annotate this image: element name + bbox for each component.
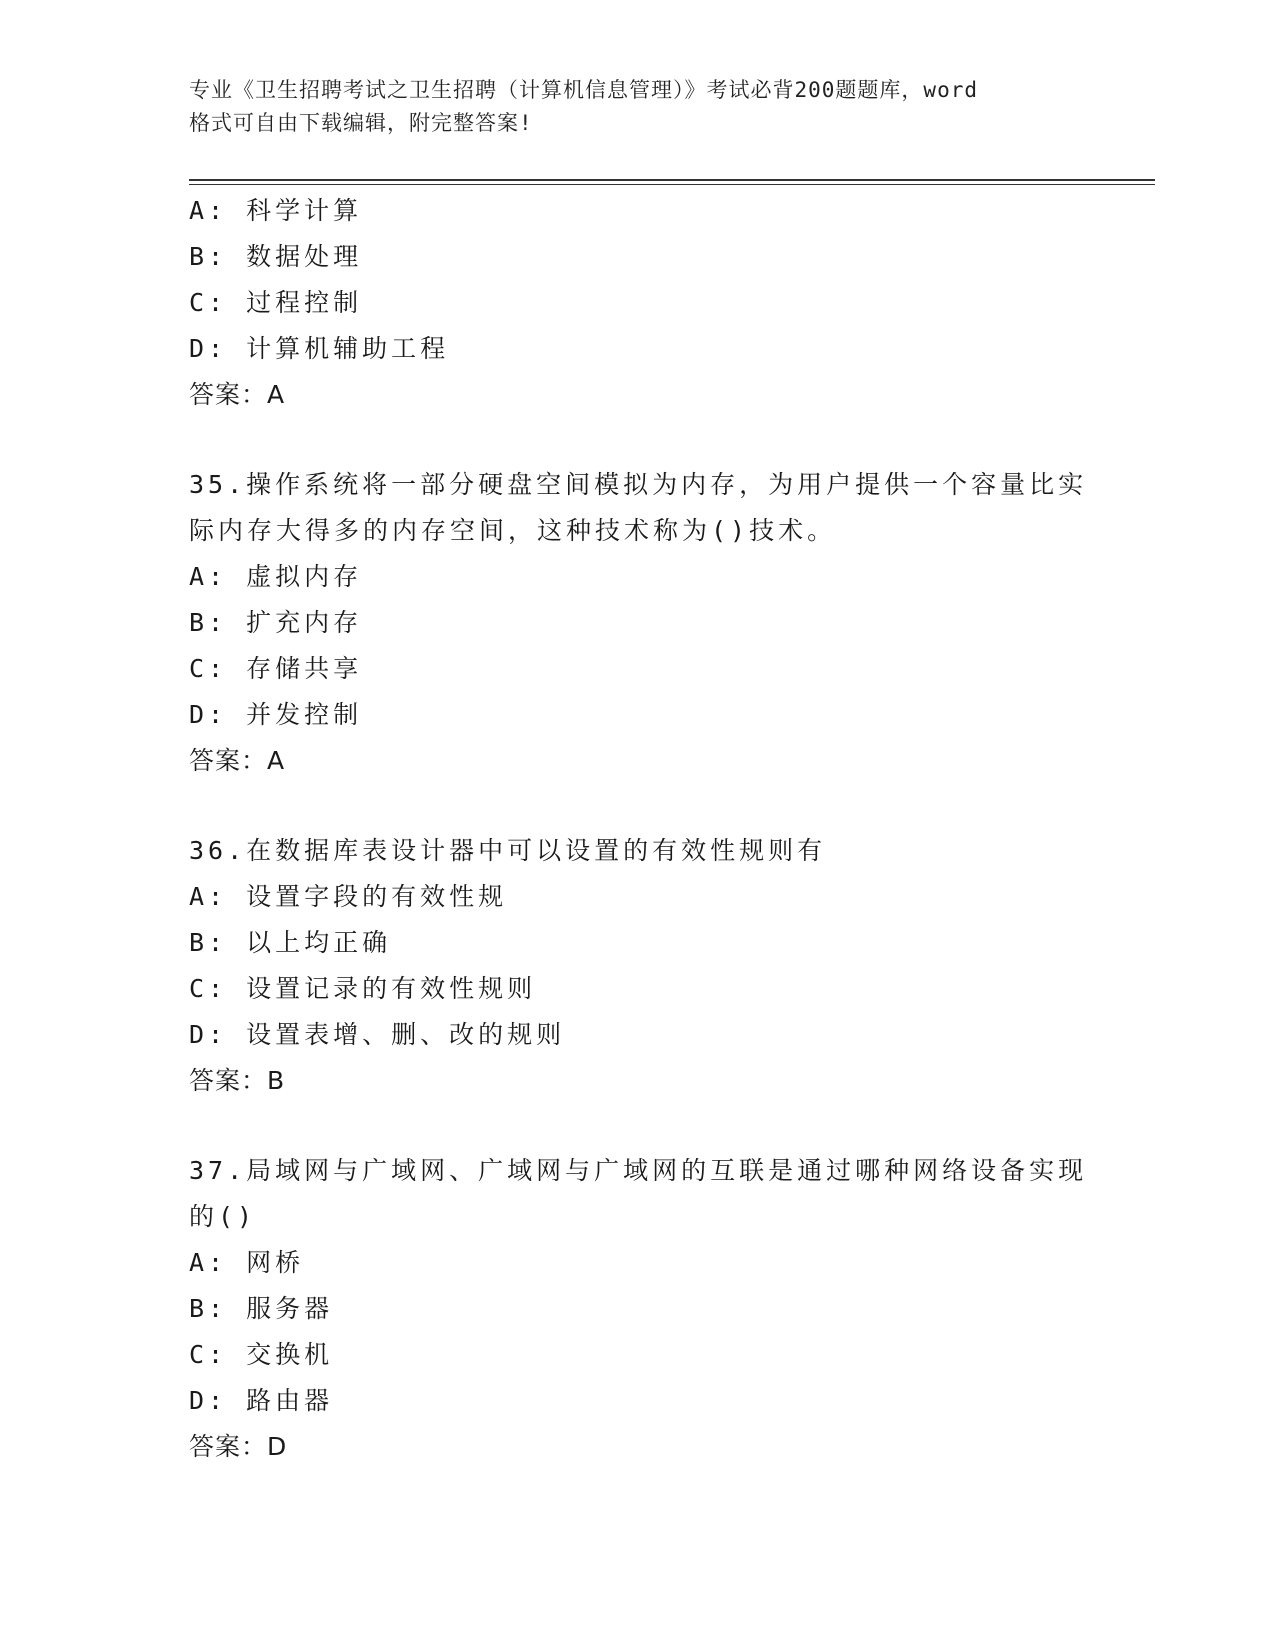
answer-label: 答案：A xyxy=(189,746,286,775)
option-d: D: 设置表增、删、改的规则 xyxy=(189,1020,566,1049)
question-34 xyxy=(189,188,1089,418)
option-c: C: 过程控制 xyxy=(189,288,363,317)
option-d: D: 计算机辅助工程 xyxy=(189,334,450,363)
question-stem-continued: 的() xyxy=(189,1202,257,1231)
option-d: D: 路由器 xyxy=(189,1386,334,1415)
question-stem: 35.操作系统将一部分硬盘空间模拟为内存，为用户提供一个容量比实 xyxy=(189,470,1088,499)
option-d: D: 并发控制 xyxy=(189,700,363,729)
option-a: A: 设置字段的有效性规 xyxy=(189,882,508,911)
question-37 xyxy=(189,1148,1089,1470)
header-divider xyxy=(189,179,1155,185)
option-b: B: 扩充内存 xyxy=(189,608,363,637)
question-spacer xyxy=(189,784,1089,828)
option-b: B: 服务器 xyxy=(189,1294,334,1323)
option-c: C: 设置记录的有效性规则 xyxy=(189,974,537,1003)
question-stem: 37.局域网与广域网、广域网与广域网的互联是通过哪种网络设备实现 xyxy=(189,1156,1088,1185)
answer-label: 答案：D xyxy=(189,1432,288,1461)
option-a: A: 网桥 xyxy=(189,1248,305,1277)
option-b: B: 以上均正确 xyxy=(189,928,392,957)
option-b: B: 数据处理 xyxy=(189,242,363,271)
option-c: C: 交换机 xyxy=(189,1340,334,1369)
option-c: C: 存储共享 xyxy=(189,654,363,683)
answer-label: 答案：B xyxy=(189,1066,286,1095)
header-title-line-1: 专业《卫生招聘考试之卫生招聘（计算机信息管理）》考试必背200题题库，word xyxy=(189,78,978,102)
question-36 xyxy=(189,828,1089,1104)
question-stem-continued: 际内存大得多的内存空间，这种技术称为()技术。 xyxy=(189,516,837,545)
header-title-line-2: 格式可自由下载编辑，附完整答案! xyxy=(189,111,533,135)
question-spacer xyxy=(189,418,1089,462)
question-35 xyxy=(189,462,1089,784)
question-spacer xyxy=(189,1104,1089,1148)
document-header xyxy=(189,74,1089,140)
question-list xyxy=(189,188,1089,1470)
option-a: A: 科学计算 xyxy=(189,196,363,225)
question-stem: 36.在数据库表设计器中可以设置的有效性规则有 xyxy=(189,836,827,865)
answer-label: 答案：A xyxy=(189,380,286,409)
option-a: A: 虚拟内存 xyxy=(189,562,363,591)
